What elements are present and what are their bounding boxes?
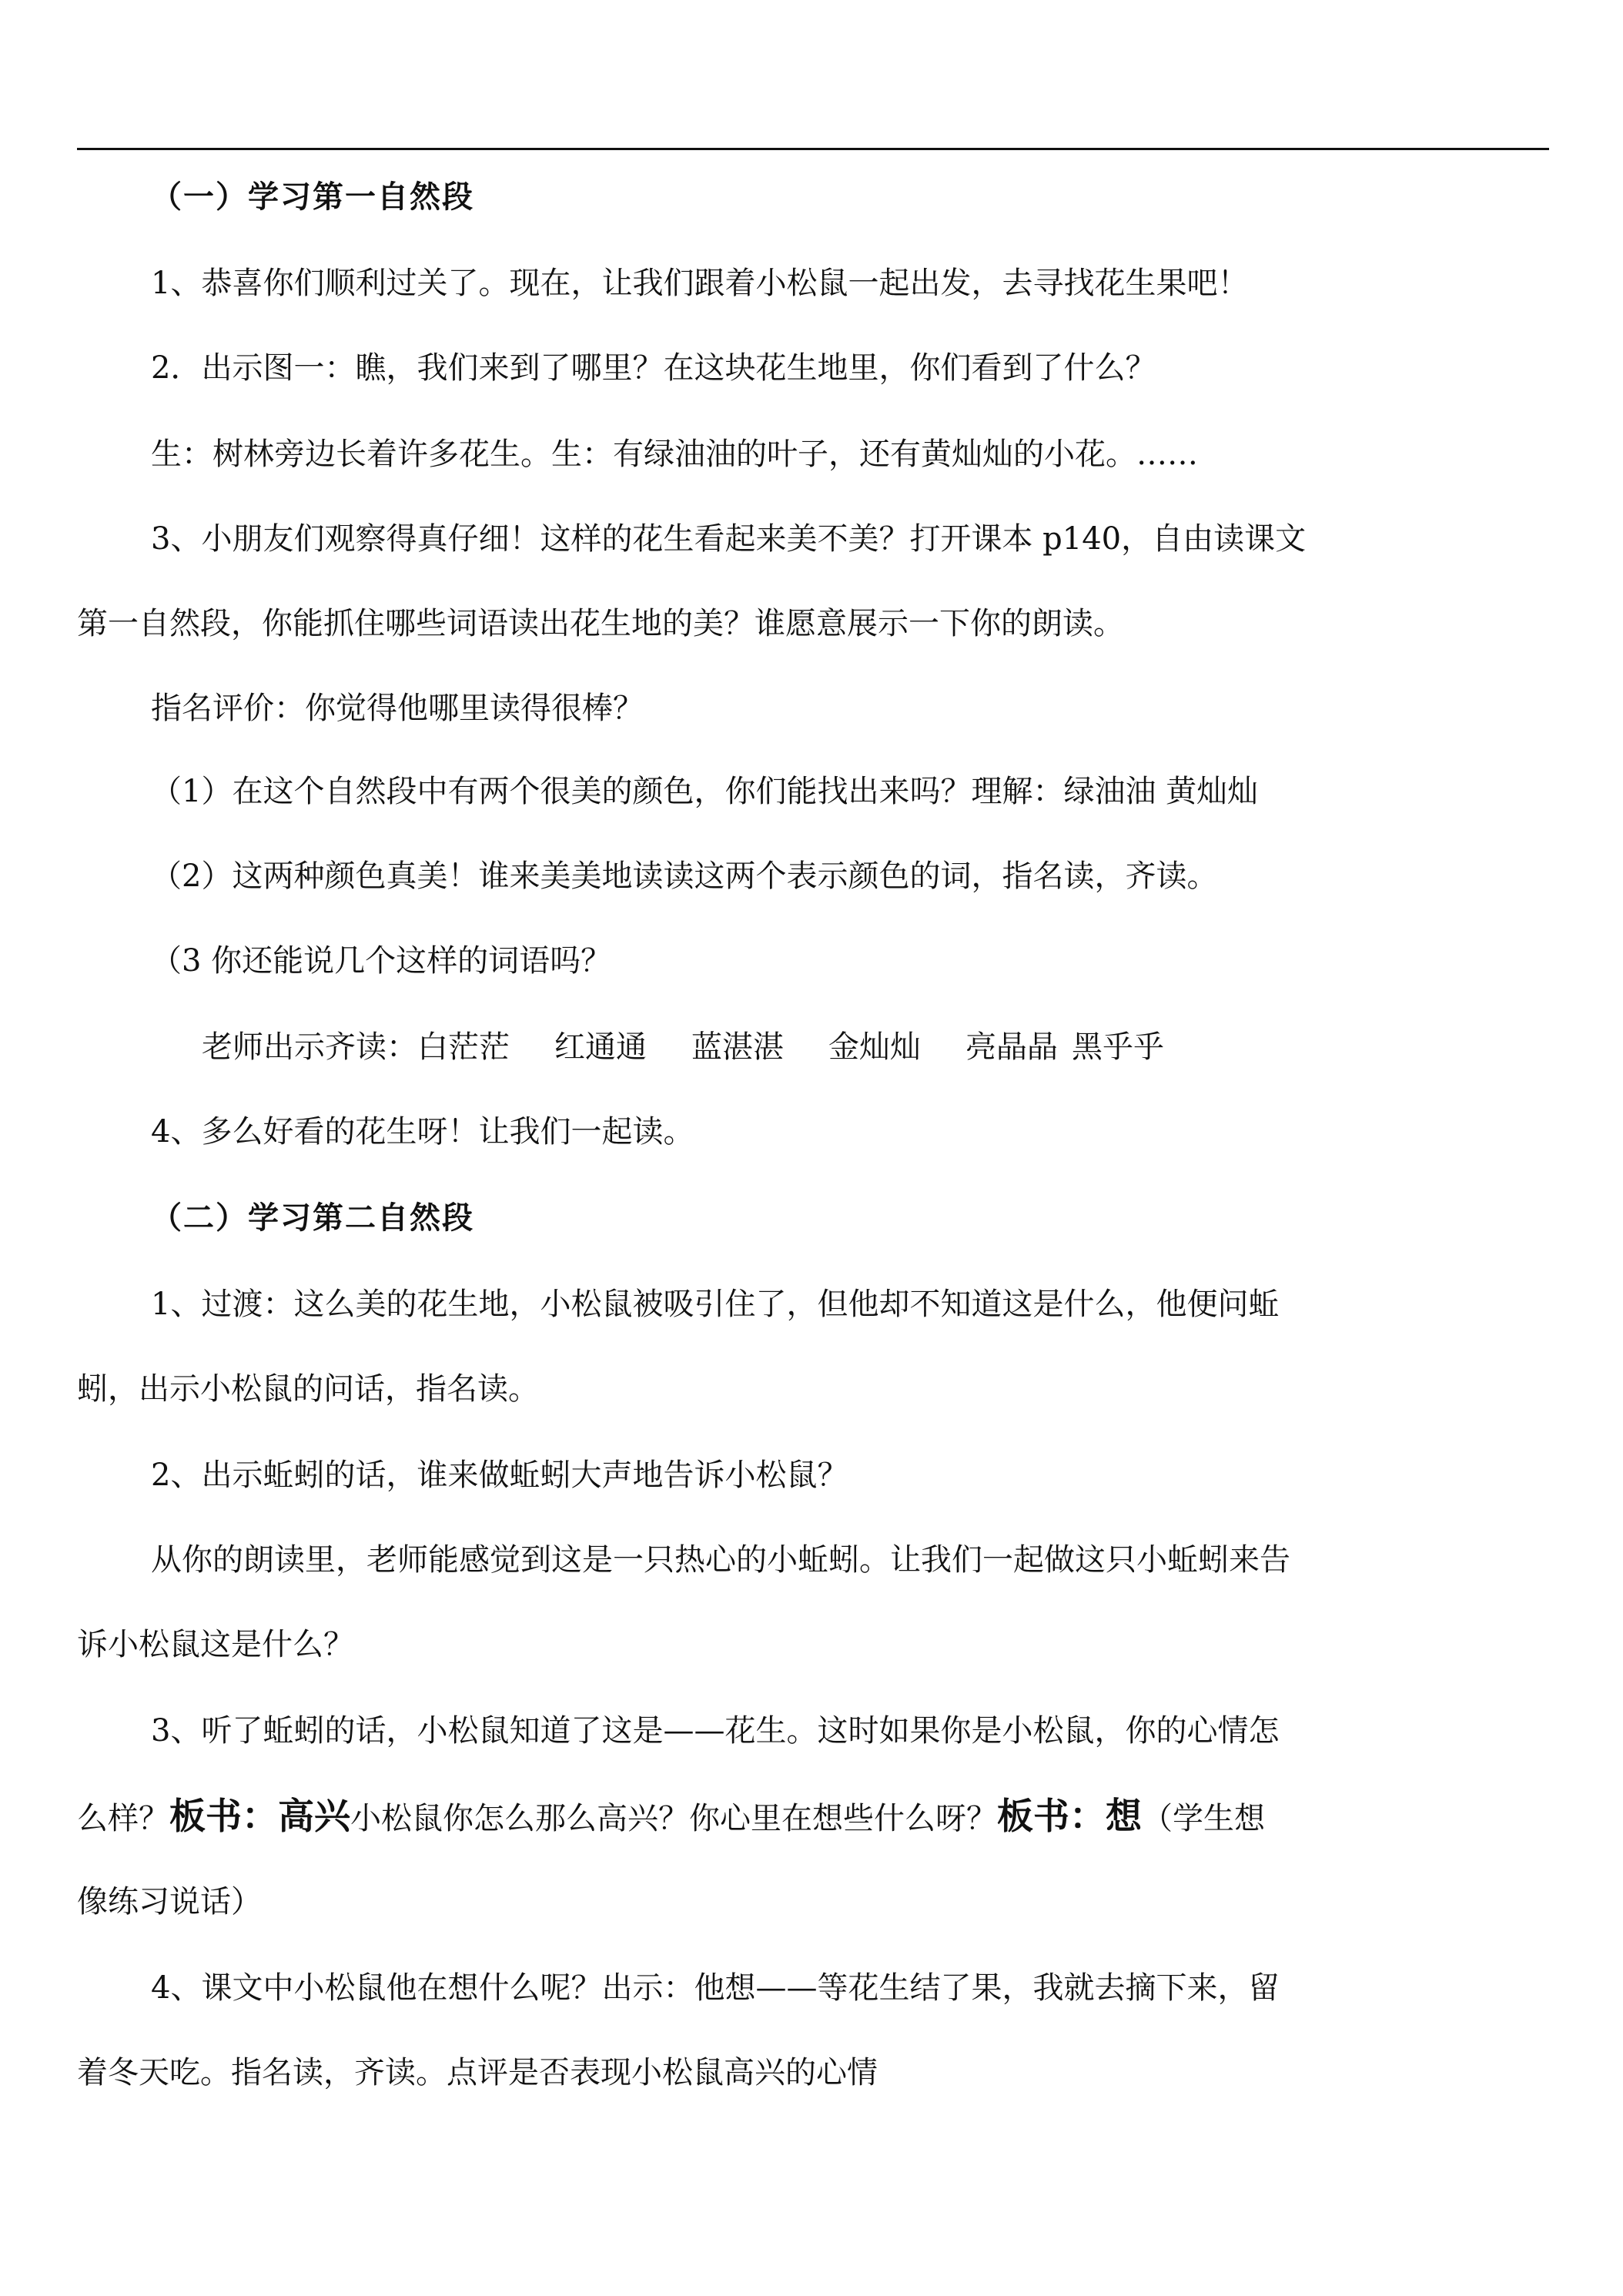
board-note-happy: 板书：高兴 — [169, 1796, 350, 1838]
section1-question-1: （1）在这个自然段中有两个很美的颜色，你们能找出来吗？理解：绿油油 黄灿灿 — [151, 774, 1259, 809]
section1-question-3: （3 你还能说几个这样的词语吗？ — [151, 943, 612, 979]
section1-paragraph-4-line2: 第一自然段，你能抓住哪些词语读出花生地的美？谁愿意展示一下你的朗读。 — [77, 606, 1124, 641]
section1-paragraph-4-line1: 3、小朋友们观察得真仔细！这样的花生看起来美不美？打开课本 p140，自由读课文 — [151, 521, 1307, 557]
text-run: 小松鼠你怎么那么高兴？你心里在想些什么呀？ — [350, 1801, 997, 1836]
word-item: 金灿灿 — [828, 1029, 921, 1065]
section1-paragraph-6: 4、多么好看的花生呀！让我们一起读。 — [151, 1114, 694, 1150]
word-list-label: 老师出示齐读： — [202, 1029, 417, 1065]
word-item: 亮晶晶 — [965, 1029, 1058, 1065]
section1-paragraph-5: 指名评价：你觉得他哪里读得很棒？ — [151, 691, 644, 726]
section2-paragraph-5-line2: 着冬天吃。指名读，齐读。点评是否表现小松鼠高兴的心情 — [77, 2055, 878, 2090]
word-item: 红通通 — [554, 1029, 647, 1065]
section2-paragraph-3-line1: 从你的朗读里，老师能感觉到这是一只热心的小蚯蚓。让我们一起做这只小蚯蚓来告 — [151, 1542, 1290, 1578]
section1-question-2: （2）这两种颜色真美！谁来美美地读读这两个表示颜色的词，指名读，齐读。 — [151, 858, 1218, 894]
section2-paragraph-4-line2 — [77, 1794, 1265, 1842]
section2-paragraph-3-line2: 诉小松鼠这是什么？ — [77, 1627, 354, 1662]
word-item: 黑乎乎 — [1072, 1029, 1164, 1065]
text-run: 么样？ — [77, 1801, 169, 1836]
text-run: （学生想 — [1142, 1801, 1265, 1836]
section1-paragraph-2: 2．出示图一：瞧，我们来到了哪里？在这块花生地里，你们看到了什么？ — [151, 350, 1156, 386]
section2-paragraph-1-line1: 1、过渡：这么美的花生地，小松鼠被吸引住了，但他却不知道这是什么，他便问蚯 — [151, 1287, 1280, 1322]
section2-heading: （二）学习第二自然段 — [151, 1200, 474, 1236]
word-item: 白茫茫 — [417, 1029, 510, 1065]
section2-paragraph-2: 2、出示蚯蚓的话，谁来做蚯蚓大声地告诉小松鼠？ — [151, 1458, 848, 1493]
section2-paragraph-4-line3: 像练习说话） — [77, 1884, 262, 1919]
section2-paragraph-1-line2: 蚓，出示小松鼠的问话，指名读。 — [77, 1371, 539, 1407]
section2-paragraph-4-line1: 3、听了蚯蚓的话，小松鼠知道了这是——花生。这时如果你是小松鼠，你的心情怎 — [151, 1713, 1280, 1749]
section1-heading: （一）学习第一自然段 — [151, 179, 474, 215]
board-note-think: 板书：想 — [997, 1796, 1142, 1838]
header-rule — [77, 148, 1549, 150]
section1-word-list — [202, 1024, 1164, 1070]
section1-paragraph-3: 生：树林旁边长着许多花生。生：有绿油油的叶子，还有黄灿灿的小花。…… — [151, 437, 1198, 472]
section1-paragraph-1: 1、恭喜你们顺利过关了。现在，让我们跟着小松鼠一起出发，去寻找花生果吧！ — [151, 266, 1249, 301]
section2-paragraph-5-line1: 4、课文中小松鼠他在想什么呢？出示：他想——等花生结了果，我就去摘下来，留 — [151, 1970, 1280, 2006]
word-item: 蓝湛湛 — [691, 1029, 784, 1065]
